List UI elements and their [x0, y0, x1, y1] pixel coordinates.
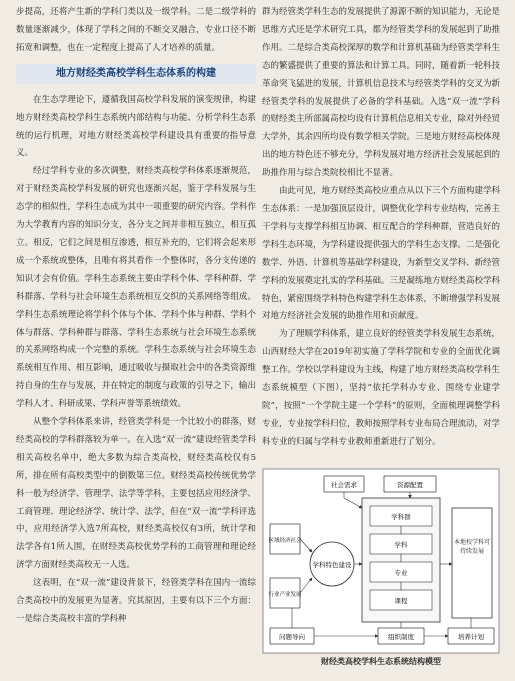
- resource-allocation-label: 资源配置: [397, 481, 423, 489]
- course-label: 课程: [394, 597, 408, 605]
- figure-caption: 财经类高校学科生态系统结构模型: [321, 657, 441, 666]
- right-column: [262, 4, 500, 452]
- body-paragraph: 这表明，在“双一流”建设背景下，经管类学科在国内一流综合类高校中的发展更为显著。究其原因，主要有以下三个方面：一是综合类高校丰富的学科种: [16, 578, 256, 624]
- structure-diagram: [262, 468, 500, 654]
- organization-system-label: 组织制度: [388, 633, 414, 641]
- section-heading: 地方财经类高校学科生态体系的构建: [16, 64, 256, 84]
- body-paragraph: 群为经管类学科生态的发展提供了源源不断的知识能力，无论是思维方式还是学术研究工具，都为经管类学科的发展起到了助推作用。二是综合类高校深厚的数学和计算机基础为经管类学科生态的繁盛提供了重要的算法和计算工具。同时，随着新一轮科技革命突飞猛进的发展，计算机信息技术与经管类学科的交叉为新经管类学科的发展提供了必备的学科基础。入选“双一流”学科的财经类主所部属高校均设有计算机信息相关专业，除对外经贸大学外，其余四所均设有数学相关学院。三是地方财经高校体现出的地方特色还不够充分，学科发展对地方经济社会发展起到的助推作用与综合类院校相比不显著。: [262, 7, 501, 179]
- discipline-feature-label: 学科特色建设: [312, 561, 352, 569]
- structure-model-figure: [262, 468, 500, 654]
- body-paragraph: 为了理顺学科体系，建立良好的经管类学科发展生态系统，山西财经大学在2019年初实施了学科学院和专业的全面优化调整工作。学校以学科建设为主线，构建了地方财经类高校学科生态系统模型（下图），坚持“依托学科办专业、围绕专业建学院”，按照“一个学院主建一个学科”的原则，全面梳理调整学科专业，专业按学科归位，教师按照学科专业布局合理流动，对学科专业的归属与学科专业教师重新进行了划分。: [262, 329, 501, 447]
- body-paragraph: 由此可见，地方财经类高校应重点从以下三个方面构建学科生态体系：一是加强顶层设计，调整优化学科专业结构，完善主干学科与支撑学科相互协调、相互配合的学科种群，营造良好的学科生态环境，为学科建设提供强大的学科生态支撑。二是强化数学、外语、计算机等基础学科建设，为新型交叉学科、新经管学科的发展奠定扎实的学科基础。三是凝练地方财经类高校学科特色，紧密围绕学科特色构建学科生态体系，不断增强学科发展对地方经济社会发展的助推作用和贡献度。: [262, 186, 501, 322]
- sustainable-development-text-wrapper: [454, 538, 490, 598]
- training-plan-label: 培养计划: [458, 633, 484, 641]
- problem-oriented-label: 问题导向: [279, 633, 305, 641]
- left-column: [16, 4, 256, 629]
- sustainable-development-label: 本地校学科可持续发展: [454, 539, 490, 555]
- discipline-group-label: 学科群: [391, 513, 411, 521]
- intro-paragraph: 步提高，还将产生新的学科门类以及一级学科。二是二级学科的数量逐渐减少，体现了学科之间的不断交叉融合，专业口径不断拓宽和调整，也在一定程度上提高了人才培养的质量。: [16, 7, 256, 53]
- body-paragraph: 从整个学科体系来讲，经管类学科是一个比较小的群落，财经类高校的学科群落较为单一。在入选“双一流”建设经管类学科相关高校名单中，绝大多数为综合类高校，财经类高校仅有5所，排在所有高校类型中的倒数第三位。财经类高校传统优势学科一般为经济学、管理学、法学等学科，主要包括应用经济学、工商管理、理论经济学、统计学、法学，但在“双一流”学科评选中，应用经济学入选7所高校，财经类高校仅有3所，统计学和法学各有1所人围，在财经类高校优势学科的工商管理和理论经济学方面财经类高校无一人选。: [16, 417, 256, 571]
- social-demand-label: 社会需求: [331, 481, 357, 489]
- body-paragraph: 在生态学理论下，遵循我国高校学科发展的演变规律，构建地方财经类高校学科生态系统内部结构与功能、分析学科生态系统的运行机理，对地方财经类高校学科建设具有重要的指导意义。: [16, 94, 256, 159]
- industry-development-label: 行业产业发展: [268, 592, 302, 598]
- discipline-label: 学科: [394, 541, 408, 549]
- major-label: 专业: [394, 569, 408, 577]
- regional-economy-label: 区域经济社会: [268, 538, 302, 544]
- body-paragraph: 经过学科专业的多次调整，财经类高校学科体系逐渐规范，对于财经类高校学科发展的研究也逐渐兴起，鉴于学科发展与生态学的相似性，学科生态成为其中一项重要的研究内容。学科作为大学教育内容的知识分支，各分支之间并非相互独立，相互孤立。相反，它们之间是相互渗透，相互补充的，它们将会起来形成一个系统或整体，且唯有将其看作一个整体时，各分支传递的知识才会有价值。学科生态系统主要由学科个体、学科种群、学科群落、学科与社会环境生态系统相互交织的关系网络等组成。学科生态系统理论将学科个体与个体、学科个体与种群、学科个体与群落、学科种群与群落、学科生态系统与社会环境生态系统的关系网络构成一个完整的系统。学科生态系统与社会环境生态系统相互作用、相互影响，通过吸收与摄取社会中的各类资源维持自身的生存与发展，并在特定的制度与政策的引导之下，输出学科人才、科研成果、学科声誉等系统绩效。: [16, 166, 256, 410]
